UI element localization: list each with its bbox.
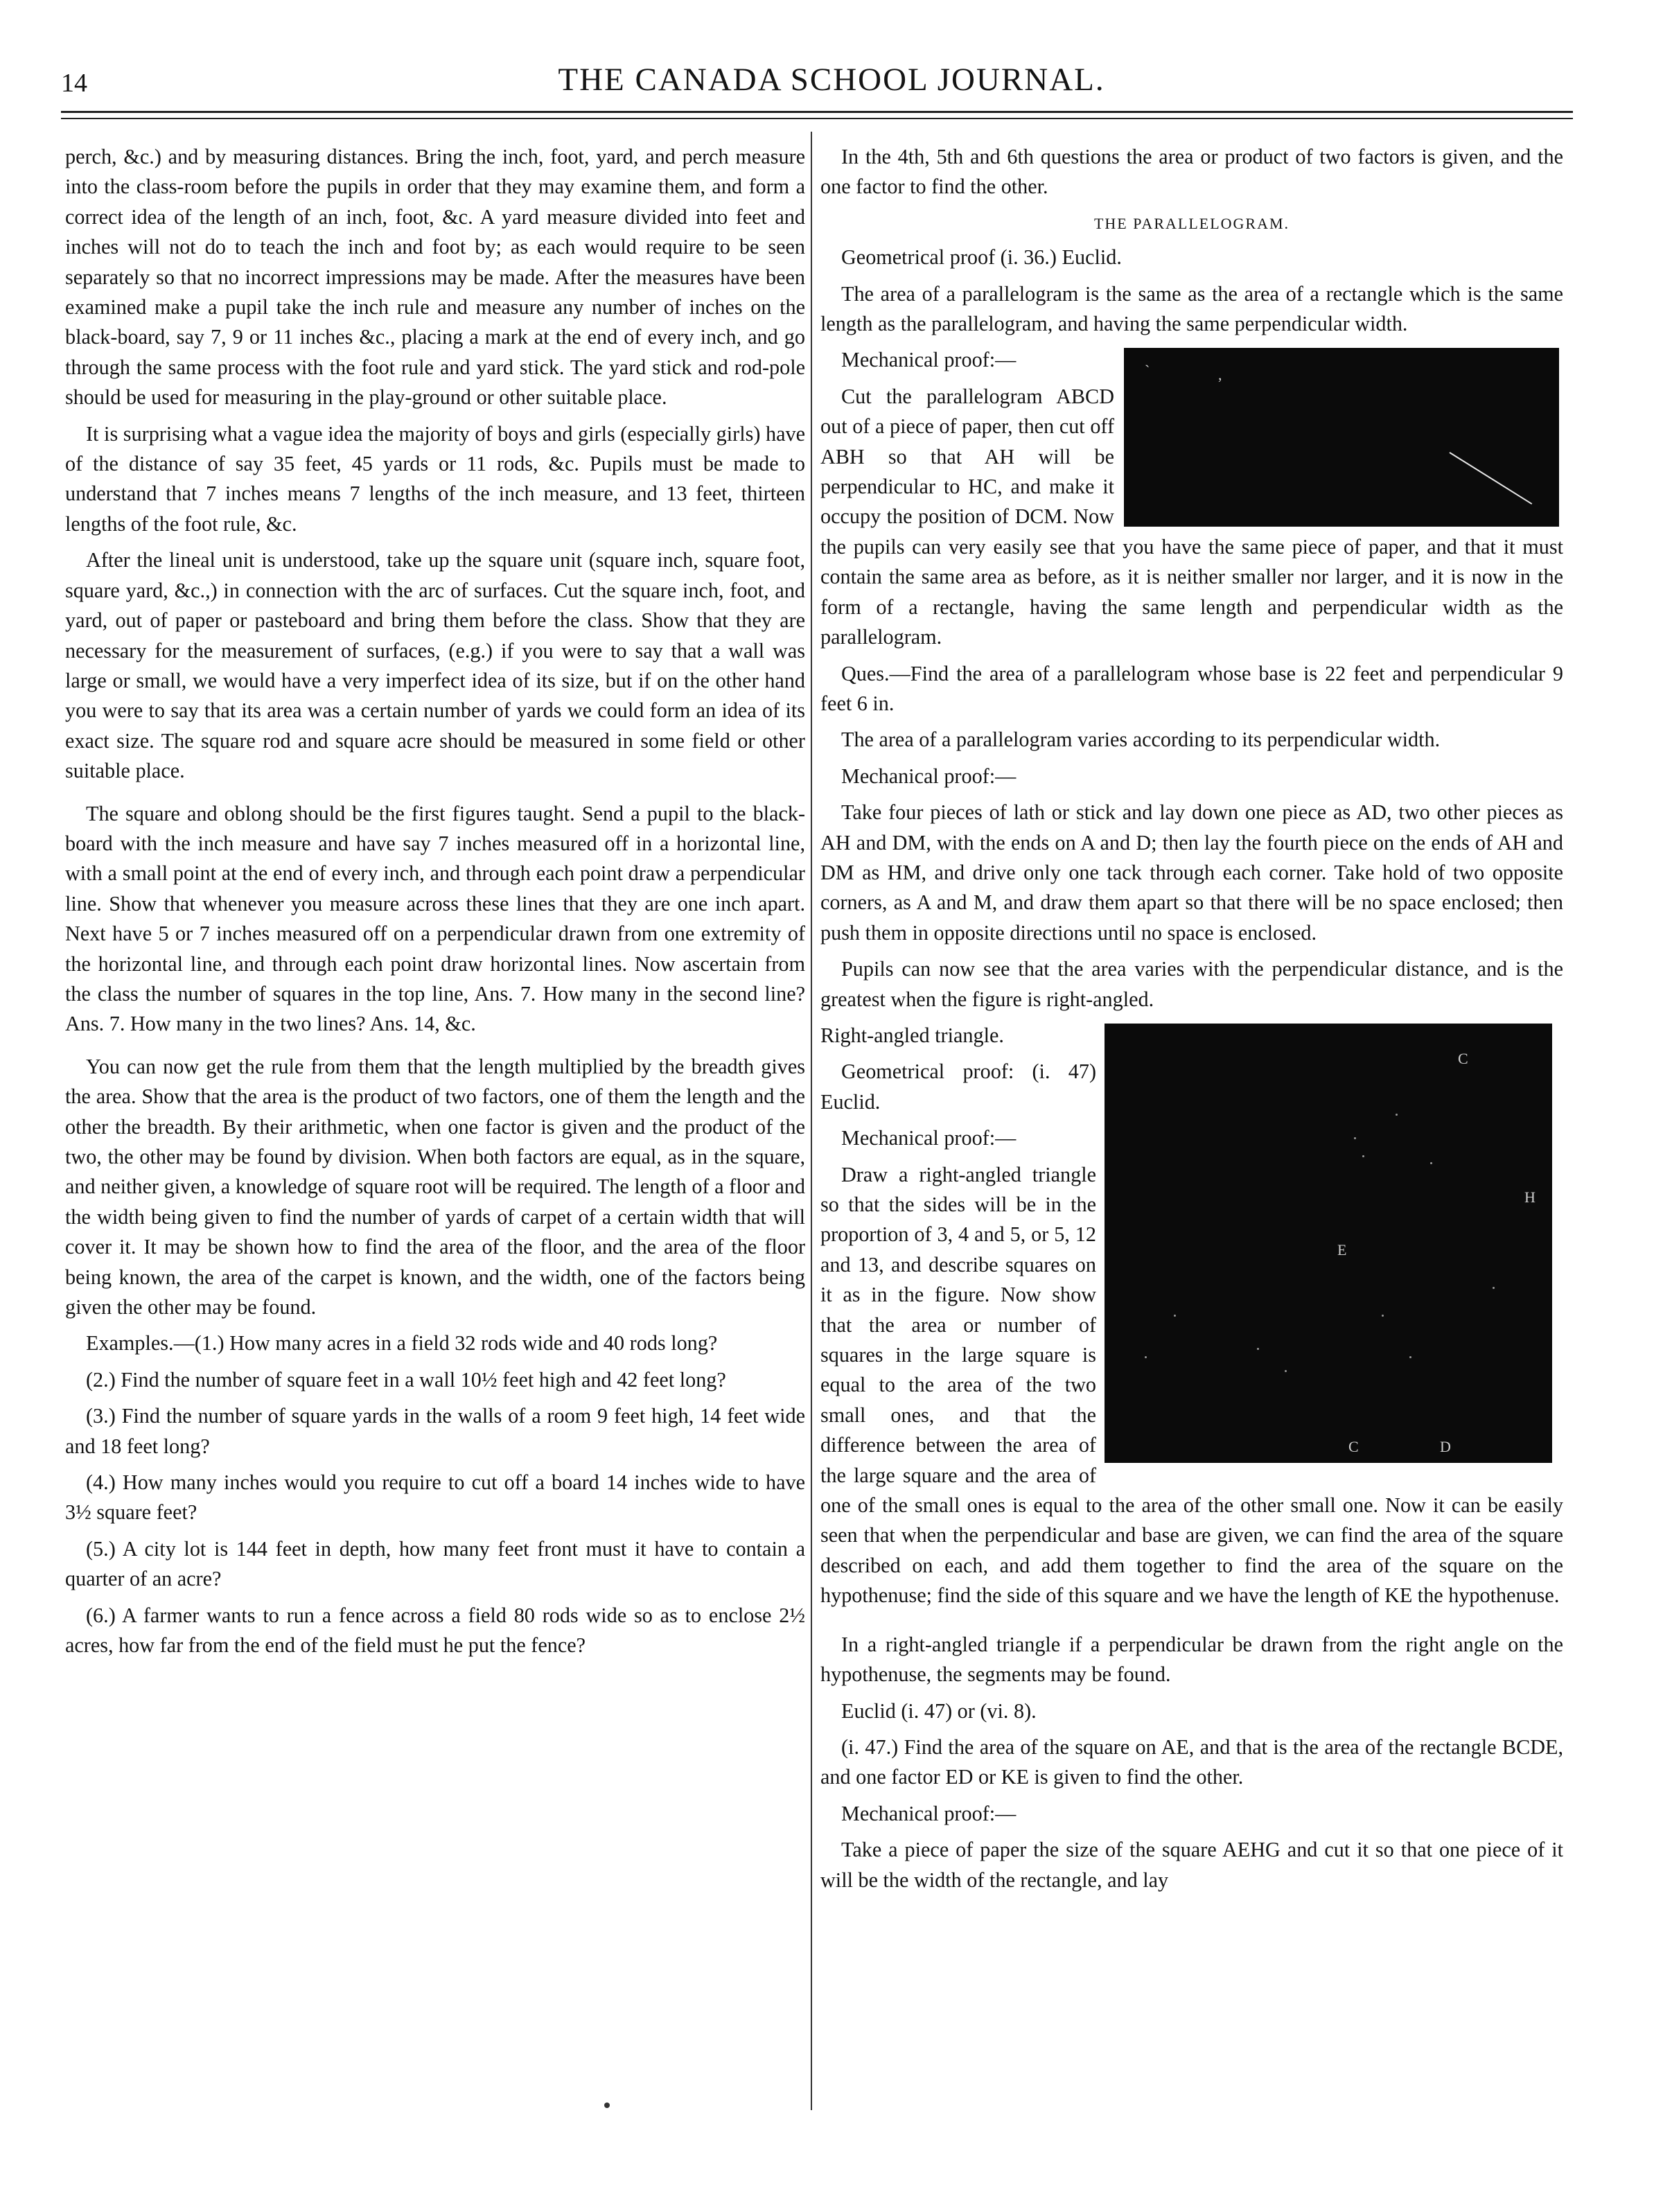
right-paragraph-15: In a right-angled triangle if a perpendicular be drawn from the right angle on the hypothenuse, the segments may be found.	[820, 1632, 1563, 1687]
header-rule-top	[61, 111, 1573, 113]
right-paragraph-7: The area of a parallelogram varies according to its perpendicular width.	[841, 728, 1441, 752]
right-paragraph-1: In the 4th, 5th and 6th questions the area or product of two factors is given, and the one factor to find the other.	[820, 145, 1563, 199]
figure-letter-c-top: C	[1458, 1049, 1468, 1067]
journal-title: THE CANADA SCHOOL JOURNAL.	[558, 62, 1105, 98]
figure-diagonal-line	[1449, 453, 1532, 505]
right-paragraph-19: Take a piece of paper the size of the square AEHG and cut it so that one piece of it will be the width of the rectangle, and lay	[820, 1838, 1563, 1892]
figure-letter-h: H	[1524, 1188, 1536, 1206]
figure-letter-d: D	[1440, 1437, 1451, 1455]
example-5: (5.) A city lot is 144 feet in depth, how many feet front must it have to contain a quarter of an acre?	[65, 1536, 805, 1591]
right-paragraph-8: Mechanical proof:—	[841, 764, 1017, 788]
right-column	[820, 142, 1563, 1902]
left-paragraph-5: You can now get the rule from them that the length multiplied by the breadth gives the area. Show that the area is the product of two factors, one of them the length and the other the breadth. By their arithmetic, when one factor is given and the product of the two, the other may be found by division. When both factors are equal, as in the square, and neither given, a knowledge of square root will be required. The length of a floor and the width being given to find the number of yards of carpet of a certain width that will cover it. It may be shown how to find the area of the floor, and the area of the floor being known, the area of the carpet is known, and the width, one of the factors being given the other may be found.	[65, 1054, 805, 1319]
left-paragraph-3: After the lineal unit is understood, take up the square unit (square inch, square foot, square yard, &c.,) in connection with the arc of surfaces. Cut the square inch, foot, and yard, out of paper or pasteboard and bring them before the class. Show that they are necessary for the measurement of surfaces, (e.g.) if you were to say that a wall was large or small, we would have a very imperfect idea of its size, but if on the other hand you were to say that its area was a certain number of yards we could form an idea of its exact size. The square rod and square acre should be measured in some field or other suitable place.	[65, 548, 805, 783]
figure-letter-c-bottom: C	[1348, 1437, 1359, 1455]
figure-letter-e: E	[1337, 1240, 1347, 1258]
header-rule-bottom	[61, 118, 1573, 119]
right-paragraph-3: The area of a parallelogram is the same as the area of a rectangle which is the same length as the parallelogram, and having the same perpendicular width.	[820, 281, 1563, 336]
right-paragraph-11: Right-angled triangle.	[820, 1023, 1004, 1047]
page-bottom-mark	[604, 2103, 610, 2108]
left-paragraph-4: The square and oblong should be the first figures taught. Send a pupil to the black-board with the inch measure and have say 7 inches measured off in a horizontal line, with a small point at the end of every inch, and through each point draw a perpendicular line. Show that whenever you measure across these lines that they are one inch apart. Next have 5 or 7 inches measured off on a perpendicular drawn from one extremity of the horizontal line, and through each point draw horizontal lines. Now ascertain from the class the number of squares in the top line, Ans. 7. How many in the second line? Ans. 7. How many in the two lines? Ans. 14, &c.	[65, 801, 805, 1036]
right-paragraph-5: Cut the parallelogram ABCD out of a piece of paper, then cut off ABH so that AH will be perpendicular to HC, and make it occupy the position of DCM. Now the pupils can very easily see that you have the same piece of paper, and that it must contain the same area as before, as it is neither smaller nor larger, and it is now in the form of a rectangle, having the same length and perpendicular width as the parallelogram.	[820, 384, 1563, 649]
left-column	[65, 142, 805, 1667]
left-paragraph-1: perch, &c.) and by measuring distances. Bring the inch, foot, yard, and perch measure into the class-room before the pupils in order that they may examine them, and form a correct idea of the length of an inch, foot, &c. A yard measure divided into feet and inches will not do to teach the inch and foot by; as each would require to be seen separately so that no incorrect impressions may be made. After the measures have been examined make a pupil take the inch rule and measure any number of inches on the black-board, say 7, 9 or 11 inches &c., placing a mark at the end of every inch, and go through the same process with the foot rule and yard stick. The yard stick and rod-pole should be used for measuring in the play-ground or other suitable place.	[65, 145, 805, 410]
right-paragraph-17: (i. 47.) Find the area of the square on AE, and that is the area of the rectangle BCDE, and one factor ED or KE is given to find the other.	[820, 1735, 1563, 1789]
example-6: (6.) A farmer wants to run a fence across a field 80 rods wide so as to enclose 2½ acres, how far from the end of the field must he put the fence?	[65, 1603, 805, 1658]
example-1: Examples.—(1.) How many acres in a field 32 rods wide and 40 rods long?	[86, 1331, 718, 1355]
right-paragraph-4: Mechanical proof:—	[841, 348, 1017, 372]
right-paragraph-14: Draw a right-angled triangle so that the sides will be in the proportion of 3, 4 and 5, or 5, 12 and 13, and describe squares on it as in the figure. Now show that the area or number of squares in the large square is equal to the area of the two small ones, and that the difference between the area of the large square and the area of one of the small ones is equal to the area of the other small one. Now it can be easily seen that when the perpendicular and base are given, we can find the area of the square described on each, and add them together to find the area of the square on the hypothenuse; find the side of this square and we have the length of KE the hypothenuse.	[820, 1162, 1563, 1608]
column-divider	[811, 132, 812, 2110]
right-paragraph-13: Mechanical proof:—	[841, 1126, 1017, 1150]
section-heading-parallelogram: THE PARALLELOGRAM.	[1093, 214, 1290, 232]
right-angled-triangle-figure	[1105, 1024, 1552, 1463]
example-2: (2.) Find the number of square feet in a wall 10½ feet high and 42 feet long?	[86, 1367, 726, 1392]
right-paragraph-9: Take four pieces of lath or stick and lay down one piece as AD, two other pieces as AH and DM, with the ends on A and D; then lay the fourth piece on the ends of AH and DM as HM, and drive only one tack through each corner. Take hold of two opposite corners, as A and M, and draw them apart so that there will be no space enclosed; then push them in opposite directions until no space is enclosed.	[820, 800, 1563, 945]
right-paragraph-10: Pupils can now see that the area varies with the perpendicular distance, and is the greatest when the figure is right-angled.	[820, 957, 1563, 1011]
example-3: (3.) Find the number of square yards in the walls of a room 9 feet high, 14 feet wide and 18 feet long?	[65, 1404, 805, 1458]
example-4: (4.) How many inches would you require to cut off a board 14 inches wide to have 3½ square feet?	[65, 1471, 805, 1525]
right-paragraph-12: Geometrical proof: (i. 47) Euclid.	[820, 1060, 1096, 1114]
left-paragraph-2: It is surprising what a vague idea the majority of boys and girls (especially girls) have of the distance of say 35 feet, 45 yards or 11 rods, &c. Pupils must be made to understand that 7 inches means 7 lengths of the inch measure, and 13 feet, thirteen lengths of the foot rule, &c.	[65, 421, 805, 536]
right-paragraph-2: Geometrical proof (i. 36.) Euclid.	[841, 245, 1122, 270]
parallelogram-figure: ` ,	[1124, 348, 1559, 527]
right-paragraph-6: Ques.—Find the area of a parallelogram whose base is 22 feet and perpendicular 9 feet 6 in.	[820, 661, 1563, 715]
page-number: 14	[61, 69, 87, 98]
right-paragraph-16: Euclid (i. 47) or (vi. 8).	[841, 1698, 1037, 1723]
right-paragraph-18: Mechanical proof:—	[841, 1801, 1017, 1825]
